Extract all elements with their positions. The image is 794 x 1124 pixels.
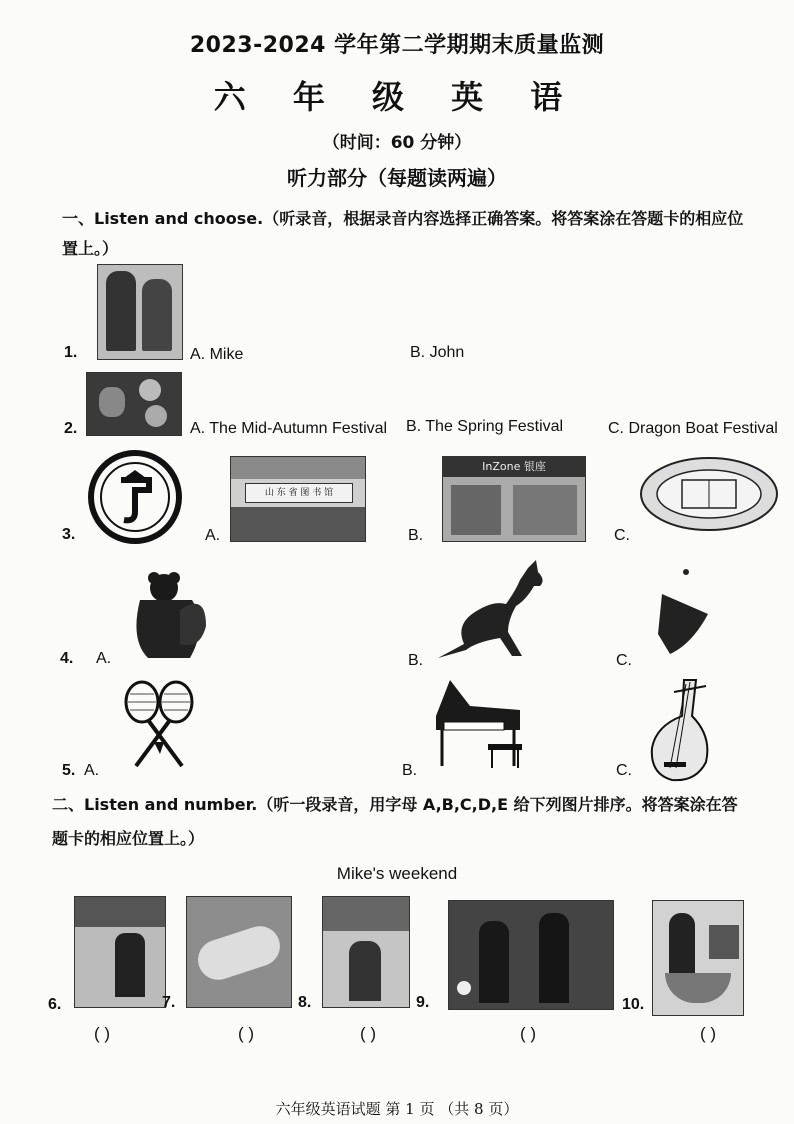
- q5-option-b: B.: [402, 762, 418, 779]
- q3-option-a: A.: [205, 527, 221, 544]
- mall-sign: InZone 银座: [443, 457, 585, 477]
- q2-option-b: B. The Spring Festival: [406, 418, 564, 435]
- q1-number: 1.: [64, 344, 78, 361]
- stadium-icon: [638, 454, 780, 534]
- q5-number: 5.: [62, 762, 76, 779]
- teddy-bear-icon: [120, 570, 212, 662]
- item6-answer-blank[interactable]: ( ): [94, 1024, 111, 1043]
- q1-photo-two-boys: [97, 264, 183, 360]
- item10-photo: [652, 900, 744, 1016]
- section1-title-cont: 置上。）: [62, 239, 119, 258]
- bird-photo-icon: [652, 564, 716, 658]
- q2-number: 2.: [64, 420, 78, 437]
- piano-icon: [430, 676, 526, 772]
- q3-number: 3.: [62, 526, 76, 543]
- q3-option-c: C.: [614, 527, 630, 544]
- q3-option-b: B.: [408, 527, 424, 544]
- listening-part-heading: 听力部分（每题读两遍）: [287, 166, 507, 190]
- q5-option-a: A.: [84, 762, 100, 779]
- item6-number: 6.: [48, 996, 62, 1013]
- kangaroo-icon: [436, 560, 548, 660]
- pipa-icon: [644, 676, 714, 784]
- item7-answer-blank[interactable]: ( ): [238, 1024, 255, 1043]
- item8-number: 8.: [298, 994, 312, 1011]
- item8-answer-blank[interactable]: ( ): [360, 1024, 377, 1043]
- page-footer: 六年级英语试题 第 1 页 （共 8 页）: [275, 1100, 519, 1118]
- q4-option-a: A.: [96, 650, 112, 667]
- item9-number: 9.: [416, 994, 430, 1011]
- school-logo-icon: [88, 450, 182, 544]
- exam-time: （时间：60 分钟）: [322, 133, 472, 153]
- item7-photo: [186, 896, 292, 1008]
- library-sign: 山 东 省 图 书 馆: [245, 483, 353, 503]
- q4-number: 4.: [60, 650, 74, 667]
- section2-title: 二、Listen and number.（听一段录音，用字母 A,B,C,D,E 给下列图片排序。将答案涂在答: [52, 795, 738, 814]
- section2-title-cont: 题卡的相应位置上。）: [52, 829, 205, 848]
- item10-answer-blank[interactable]: ( ): [700, 1024, 717, 1043]
- item10-number: 10.: [622, 996, 645, 1013]
- section2-caption: Mike's weekend: [336, 864, 458, 883]
- section1-title: 一、Listen and choose.（听录音，根据录音内容选择正确答案。将答案涂在答题卡的相应位: [62, 209, 744, 228]
- subject-title: 六 年 级 英 语: [213, 78, 581, 116]
- q1-option-a: A. Mike: [190, 346, 244, 363]
- q3-photo-library: [230, 456, 366, 542]
- q2-photo-mooncakes: [86, 372, 182, 436]
- q2-option-a: A. The Mid-Autumn Festival: [190, 420, 388, 437]
- q2-option-c: C. Dragon Boat Festival: [608, 420, 778, 437]
- badminton-rackets-icon: [120, 680, 200, 770]
- q4-option-c: C.: [616, 652, 632, 669]
- item6-photo: [74, 896, 166, 1008]
- item9-answer-blank[interactable]: ( ): [520, 1024, 537, 1043]
- q5-option-c: C.: [616, 762, 632, 779]
- exam-title: 2023-2024 学年第二学期期末质量监测: [189, 33, 605, 58]
- q3-photo-mall: [442, 456, 586, 542]
- item7-number: 7.: [162, 994, 176, 1011]
- item9-photo: [448, 900, 614, 1010]
- q4-option-b: B.: [408, 652, 424, 669]
- q1-option-b: B. John: [410, 344, 465, 361]
- item8-photo: [322, 896, 410, 1008]
